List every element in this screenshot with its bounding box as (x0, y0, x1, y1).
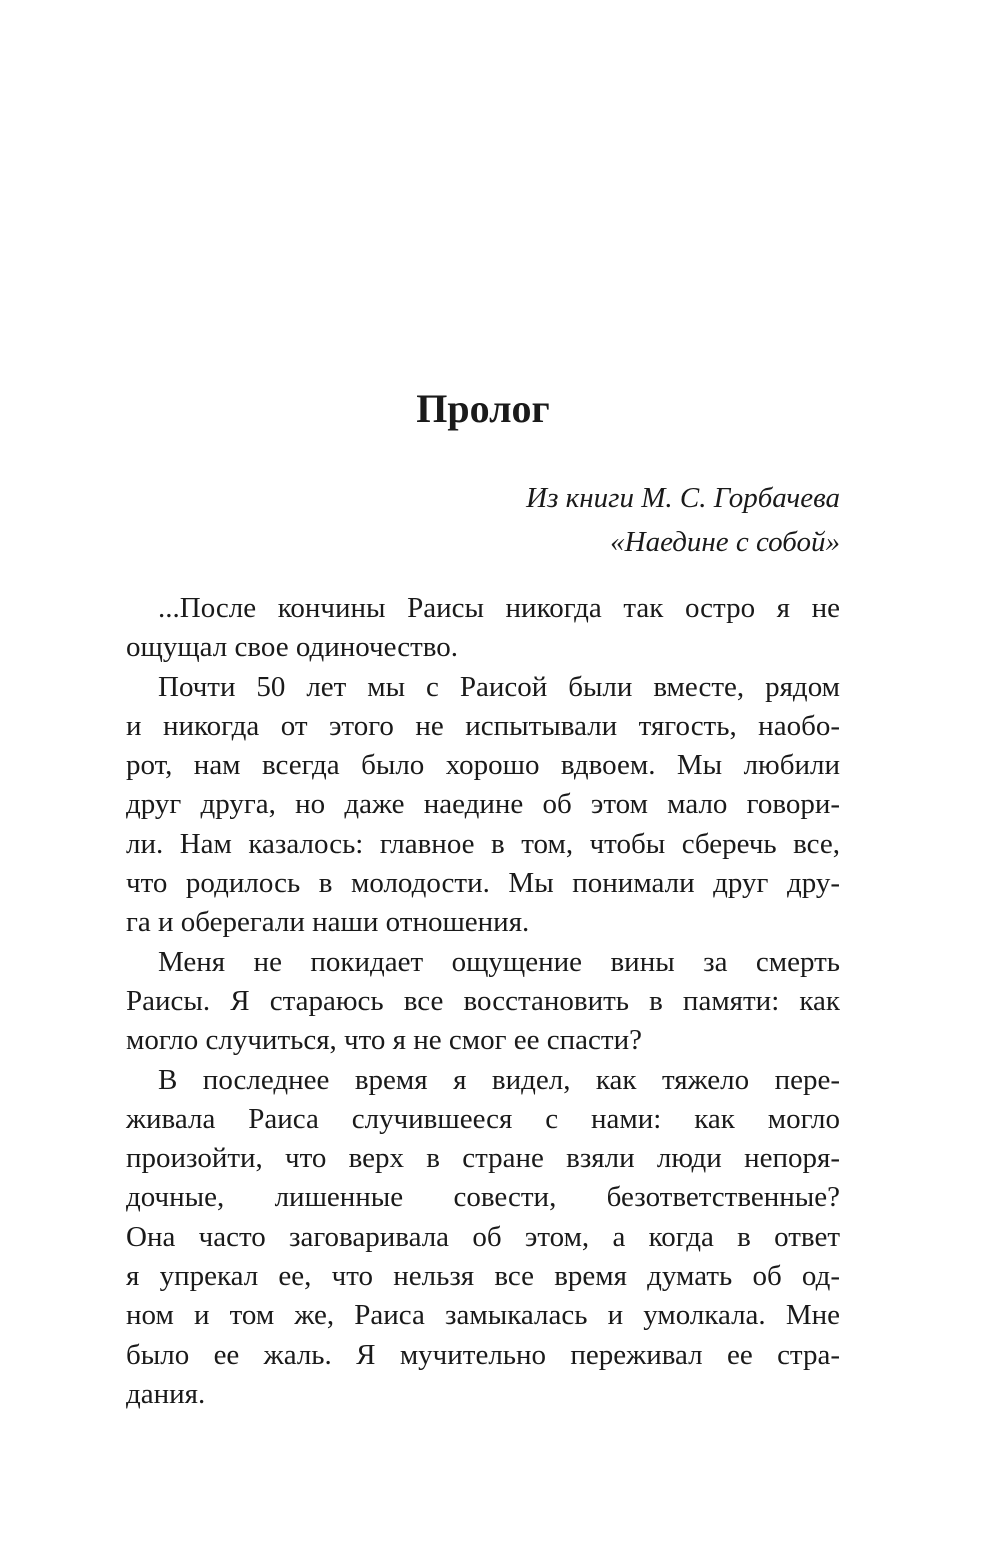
epigraph-source-line: Из книги М. С. Горбачева (526, 482, 840, 514)
body-text (126, 589, 840, 1414)
text-line: дочные, лишенные совести, безответственные? (126, 1181, 840, 1214)
chapter-title: Пролог (416, 386, 550, 431)
text-line: Почти 50 лет мы с Раисой были вместе, рядом (158, 670, 840, 703)
text-line: произойти, что верх в стране взяли люди непоря- (126, 1142, 840, 1175)
text-line: дания. (126, 1377, 206, 1410)
epigraph-book-title: «Наедине с собой» (610, 526, 840, 558)
text-line: друг друга, но даже наедине об этом мало говори- (126, 788, 840, 821)
text-line: живала Раиса случившееся с нами: как могло (126, 1102, 840, 1135)
text-line: было ее жаль. Я мучительно переживал ее стра- (126, 1338, 840, 1371)
text-line: что родилось в молодости. Мы понимали друг дру- (126, 867, 840, 900)
text-line: я упрекал ее, что нельзя все время думать об од- (126, 1260, 840, 1293)
text-line: га и оберегали наши отношения. (126, 906, 530, 939)
text-line: Она часто заговаривала об этом, а когда в ответ (126, 1220, 840, 1253)
text-line: ли. Нам казалось: главное в том, чтобы сберечь все, (126, 827, 840, 860)
text-line: ном и том же, Раиса замыкалась и умолкала. Мне (126, 1299, 840, 1332)
text-line: Меня не покидает ощущение вины за смерть (158, 945, 840, 978)
text-line: ...После кончины Раисы никогда так остро я не (158, 592, 840, 624)
text-line: Раисы. Я стараюсь все восстановить в памяти: как (126, 984, 840, 1017)
epigraph (126, 476, 840, 564)
text-line: рот, нам всегда было хорошо вдвоем. Мы любили (126, 749, 840, 782)
text-line: могло случиться, что я не смог ее спасти? (126, 1024, 642, 1057)
text-line: ощущал свое одиночество. (126, 631, 459, 664)
text-line: и никогда от этого не испытывали тягость, наобо- (126, 709, 840, 742)
text-line: В последнее время я видел, как тяжело пере- (158, 1063, 840, 1096)
